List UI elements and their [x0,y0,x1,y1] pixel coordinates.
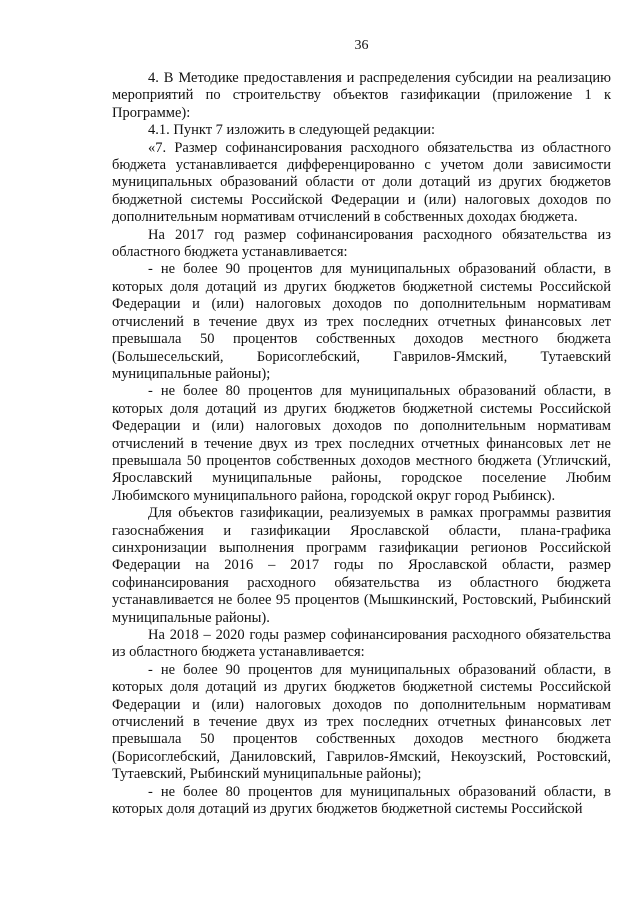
paragraph-gasification-program: Для объектов газификации, реализуемых в рамках программы развития газоснабжения и газификации Ярославской области, плана-графика синхронизации выполнения программ газификации регионов Российской Федерации на 2016 – 2017 годы по Ярославской области, размер софинансирования расходного обязательства из областного бюджета устанавливается не более 95 процентов (Мышкинский, Ростовский, Рыбинский муниципальные районы). [112,505,611,626]
paragraph-clause-7: «7. Размер софинансирования расходного обязательства из областного бюджета устанавливается дифференцированно с учетом доли зависимости муниципальных образований области от доли дотаций из других бюджетов бюджетной системы Российской Федерации и (или) налоговых доходов по дополнительным нормативам отчислений в собственных доходах бюджета. [112,139,611,226]
paragraph-2018-90-percent: - не более 90 процентов для муниципальных образований области, в которых доля дотаций из других бюджетов бюджетной системы Российской Федерации и (или) налоговых доходов по дополнительным нормативам отчислений в течение двух из трех последних отчетных финансовых лет превышала 50 процентов собственных доходов местного бюджета (Борисоглебский, Даниловский, Гаврилов-Ямский, Некоузский, Ростовский, Тутаевский, Рыбинский муниципальные районы); [112,661,611,783]
page-number: 36 [354,38,369,53]
paragraph-methodology-intro: 4. В Методике предоставления и распределения субсидии на реализацию мероприятий по строительству объектов газификации (приложение 1 к Программе): [112,70,611,121]
paragraph-2017-80-percent: - не более 80 процентов для муниципальных образований области, в которых доля дотаций из других бюджетов бюджетной системы Российской Федерации и (или) налоговых доходов по дополнительным нормативам отчислений в течение двух из трех последних отчетных финансовых лет не превышала 50 процентов собственных доходов местного бюджета (Угличский, Ярославский муниципальные районы, городское поселение Любим Любимского муниципального района, городской округ город Рыбинск). [112,383,611,504]
paragraph-2018-80-percent: - не более 80 процентов для муниципальных образований области, в которых доля дотаций из других бюджетов бюджетной системы Российской [112,783,611,818]
paragraph-item-4-1: 4.1. Пункт 7 изложить в следующей редакции: [148,122,436,139]
paragraph-2017-heading: На 2017 год размер софинансирования расходного обязательства из областного бюджета устанавливается: [112,226,611,261]
paragraph-2018-2020-heading: На 2018 – 2020 годы размер софинансирования расходного обязательства из областного бюджета устанавливается: [112,627,611,661]
paragraph-2017-90-percent: - не более 90 процентов для муниципальных образований области, в которых доля дотаций из других бюджетов бюджетной системы Российской Федерации и (или) налоговых доходов по дополнительным нормативам отчислений в течение двух из трех последних отчетных финансовых лет превышала 50 процентов собственных доходов местного бюджета (Большесельский, Борисоглебский, Гаврилов-Ямский, Тутаевский муниципальные районы); [112,261,611,382]
